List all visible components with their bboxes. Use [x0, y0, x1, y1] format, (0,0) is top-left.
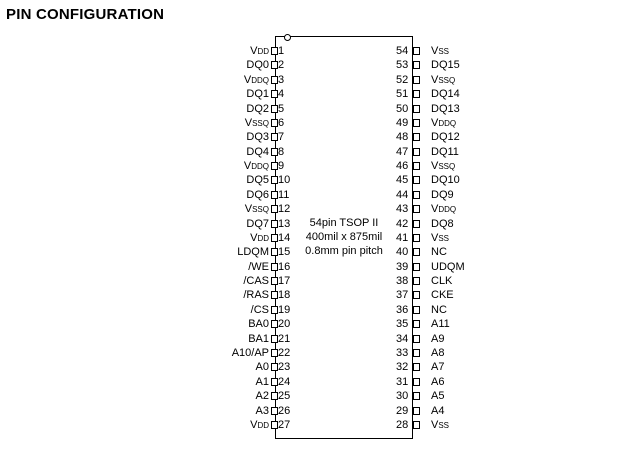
pin-lead-icon	[271, 205, 278, 213]
pin-name: VSSQ	[244, 203, 269, 216]
pin-lead-icon	[413, 47, 420, 55]
pin-28	[396, 418, 496, 432]
pin-53	[396, 58, 496, 72]
pin-name: VSS	[431, 231, 450, 244]
pin-name: UDQM	[431, 260, 465, 273]
pin-1	[200, 44, 291, 58]
pin-number: 5	[278, 102, 285, 115]
pin-lead-icon	[413, 220, 420, 228]
pin-46	[396, 159, 496, 173]
pin-number: 27	[278, 418, 291, 431]
pin-number: 35	[396, 318, 409, 331]
pin-23	[200, 360, 291, 374]
pin-name: DQ0	[246, 59, 269, 72]
pin-lead-icon	[271, 220, 278, 228]
pin-lead-icon	[413, 148, 420, 156]
pin-lead-icon	[413, 291, 420, 299]
page-title: PIN CONFIGURATION	[6, 6, 165, 23]
pin-name: /WE	[248, 260, 269, 273]
pin-lead-icon	[413, 234, 420, 242]
pin-lead-icon	[271, 191, 278, 199]
pin-30	[396, 389, 496, 403]
pin-lead-icon	[271, 421, 278, 429]
pin-27	[200, 418, 291, 432]
pin-lead-icon	[413, 392, 420, 400]
pin-name: A11	[431, 318, 450, 331]
pin-49	[396, 116, 496, 130]
pin-18	[200, 288, 291, 302]
pin-lead-icon	[271, 291, 278, 299]
pin-6	[200, 116, 291, 130]
pin-39	[396, 260, 496, 274]
pin-lead-icon	[413, 363, 420, 371]
pin-number: 13	[278, 217, 291, 230]
pin-lead-icon	[271, 90, 278, 98]
pin-lead-icon	[271, 277, 278, 285]
pin-name: DQ3	[246, 131, 269, 144]
pin-number: 37	[396, 289, 409, 302]
pin-number: 51	[396, 88, 409, 101]
pin-lead-icon	[413, 248, 420, 256]
pin-21	[200, 332, 291, 346]
pin-name: A3	[255, 404, 269, 417]
pin-name: DQ7	[246, 217, 269, 230]
pin-number: 29	[396, 404, 409, 417]
pin-number: 30	[396, 390, 409, 403]
pin-number: 39	[396, 260, 409, 273]
pin-name: DQ12	[431, 131, 460, 144]
pin-name: A2	[255, 390, 269, 403]
pin-number: 15	[278, 246, 291, 259]
pin-lead-icon	[271, 363, 278, 371]
pin-name: /CAS	[243, 275, 269, 288]
pin1-marker-icon	[284, 34, 291, 41]
pin-number: 50	[396, 102, 409, 115]
pin-lead-icon	[271, 234, 278, 242]
pin-lead-icon	[271, 407, 278, 415]
pin-number: 47	[396, 145, 409, 158]
pin-name: /RAS	[243, 289, 269, 302]
pin-number: 19	[278, 303, 291, 316]
pin-name: NC	[431, 303, 447, 316]
pin-54	[396, 44, 496, 58]
pin-lead-icon	[271, 133, 278, 141]
pin-number: 1	[278, 45, 285, 57]
pin-name: A1	[255, 375, 269, 388]
pin-name: DQ9	[431, 188, 454, 201]
pin-lead-icon	[413, 90, 420, 98]
pin-48	[396, 130, 496, 144]
pin-lead-icon	[271, 105, 278, 113]
pin-lead-icon	[271, 76, 278, 84]
pin-name: NC	[431, 246, 447, 259]
pin-36	[396, 303, 496, 317]
pin-lead-icon	[271, 335, 278, 343]
pin-42	[396, 217, 496, 231]
pin-3	[200, 73, 291, 87]
pin-17	[200, 274, 291, 288]
pin-lead-icon	[271, 320, 278, 328]
pin-name: VSSQ	[431, 160, 456, 173]
pin-lead-icon	[413, 277, 420, 285]
pin-name: DQ5	[246, 174, 269, 187]
pin-name: DQ11	[431, 145, 459, 158]
pin-number: 20	[278, 318, 291, 331]
pin-number: 24	[278, 375, 291, 388]
pin-name: VDD	[250, 418, 269, 431]
pin-number: 12	[278, 203, 291, 216]
pin-19	[200, 303, 291, 317]
pin-lead-icon	[271, 61, 278, 69]
pin-name: DQ10	[431, 174, 460, 187]
pin-number: 6	[278, 116, 285, 129]
pin-name: VDDQ	[431, 116, 457, 129]
pin-12	[200, 202, 291, 216]
pin-name: DQ1	[246, 88, 269, 101]
pin-51	[396, 87, 496, 101]
pin-number: 8	[278, 145, 285, 158]
pin-26	[200, 404, 291, 418]
pin-number: 42	[396, 217, 409, 230]
pin-number: 26	[278, 404, 291, 417]
pin-lead-icon	[413, 407, 420, 415]
pin-name: DQ2	[246, 102, 269, 115]
pin-number: 48	[396, 131, 409, 144]
pin-41	[396, 231, 496, 245]
pin-52	[396, 73, 496, 87]
pin-number: 49	[396, 116, 409, 129]
pin-lead-icon	[413, 378, 420, 386]
pin-number: 31	[396, 375, 409, 388]
pin-lead-icon	[413, 76, 420, 84]
pin-name: VSSQ	[244, 116, 269, 129]
pin-name: DQ13	[431, 102, 460, 115]
pin-15	[200, 245, 291, 259]
pin-22	[200, 346, 291, 360]
pin-lead-icon	[413, 105, 420, 113]
pin-name: CKE	[431, 289, 454, 302]
pin-lead-icon	[413, 421, 420, 429]
pin-lead-icon	[271, 148, 278, 156]
pin-name: DQ4	[246, 145, 269, 158]
pin-number: 21	[278, 332, 291, 345]
pin-number: 25	[278, 390, 291, 403]
pin-lead-icon	[413, 162, 420, 170]
pin-lead-icon	[271, 119, 278, 127]
pin-50	[396, 102, 496, 116]
pin-name: A0	[255, 361, 269, 374]
pin-38	[396, 274, 496, 288]
pin-number: 38	[396, 275, 409, 288]
pin-name: DQ6	[246, 188, 269, 201]
pin-number: 46	[396, 160, 409, 173]
pin-number: 43	[396, 203, 409, 216]
pin-number: 23	[278, 361, 291, 374]
pin-name: DQ14	[431, 88, 460, 101]
pin-13	[200, 217, 291, 231]
pin-number: 32	[396, 361, 409, 374]
pin-name: A9	[431, 332, 445, 345]
pin-20	[200, 317, 291, 331]
pin-lead-icon	[271, 392, 278, 400]
pin-lead-icon	[413, 306, 420, 314]
pin-45	[396, 173, 496, 187]
pin-name: VDDQ	[243, 73, 269, 86]
pin-number: 44	[396, 188, 409, 201]
pin-number: 11	[278, 188, 290, 201]
pin-name: BA0	[248, 318, 269, 331]
pin-lead-icon	[271, 176, 278, 184]
pin-10	[200, 173, 291, 187]
pin-43	[396, 202, 496, 216]
pin-34	[396, 332, 496, 346]
pin-name: VDDQ	[243, 160, 269, 173]
pin-lead-icon	[413, 263, 420, 271]
pin-number: 9	[278, 160, 285, 173]
pin-name: VDD	[250, 231, 269, 244]
pin-name: LDQM	[237, 246, 269, 259]
pin-name: VSS	[431, 418, 450, 431]
pin-number: 33	[396, 346, 409, 359]
pin-47	[396, 145, 496, 159]
pin-2	[200, 58, 291, 72]
pin-number: 54	[396, 45, 409, 57]
pin-4	[200, 87, 291, 101]
pin-44	[396, 188, 496, 202]
pin-lead-icon	[271, 162, 278, 170]
pin-lead-icon	[413, 320, 420, 328]
pin-9	[200, 159, 291, 173]
pin-14	[200, 231, 291, 245]
pin-lead-icon	[413, 205, 420, 213]
pin-35	[396, 317, 496, 331]
pin-11	[200, 188, 291, 202]
pin-number: 16	[278, 260, 291, 273]
pin-name: A10/AP	[231, 346, 269, 359]
pin-number: 53	[396, 59, 409, 72]
pin-name: DQ15	[431, 59, 460, 72]
pin-number: 36	[396, 303, 409, 316]
pin-number: 3	[278, 73, 285, 86]
pin-number: 45	[396, 174, 409, 187]
pin-lead-icon	[413, 61, 420, 69]
pin-lead-icon	[271, 378, 278, 386]
pin-lead-icon	[271, 263, 278, 271]
pin-lead-icon	[413, 176, 420, 184]
pin-29	[396, 404, 496, 418]
pin-number: 40	[396, 246, 409, 259]
pin-number: 7	[278, 131, 285, 144]
pin-37	[396, 288, 496, 302]
pin-number: 28	[396, 418, 409, 431]
pin-name: A6	[431, 375, 445, 388]
pin-number: 22	[278, 346, 291, 359]
pin-name: VDDQ	[431, 203, 457, 216]
pin-33	[396, 346, 496, 360]
pin-5	[200, 102, 291, 116]
pin-lead-icon	[271, 248, 278, 256]
pin-8	[200, 145, 291, 159]
pin-number: 18	[278, 289, 291, 302]
pin-25	[200, 389, 291, 403]
pin-lead-icon	[271, 306, 278, 314]
pin-lead-icon	[413, 335, 420, 343]
pin-lead-icon	[413, 191, 420, 199]
pin-name: VSSQ	[431, 73, 456, 86]
pin-number: 10	[278, 174, 291, 187]
pin-24	[200, 375, 291, 389]
pin-16	[200, 260, 291, 274]
pin-number: 4	[278, 88, 285, 101]
pin-7	[200, 130, 291, 144]
package-type-label: 54pin TSOP II	[309, 217, 379, 229]
pin-lead-icon	[413, 133, 420, 141]
pin-name: VSS	[431, 45, 450, 57]
package-pitch-label: 0.8mm pin pitch	[305, 245, 383, 257]
pin-lead-icon	[413, 119, 420, 127]
pin-lead-icon	[271, 47, 278, 55]
pin-name: VDD	[250, 45, 269, 57]
pin-number: 17	[278, 275, 291, 288]
pin-name: A7	[431, 361, 445, 374]
pin-40	[396, 245, 496, 259]
pin-name: CLK	[431, 275, 453, 288]
pin-name: A5	[431, 390, 445, 403]
pin-name: BA1	[248, 332, 269, 345]
package-size-label: 400mil x 875mil	[305, 231, 383, 243]
pin-number: 34	[396, 332, 409, 345]
pin-lead-icon	[413, 349, 420, 357]
pin-32	[396, 360, 496, 374]
pin-name: A4	[431, 404, 445, 417]
pin-name: /CS	[250, 303, 269, 316]
pin-name: A8	[431, 346, 445, 359]
pin-number: 52	[396, 73, 409, 86]
pin-name: DQ8	[431, 217, 454, 230]
pin-number: 2	[278, 59, 285, 72]
pin-lead-icon	[271, 349, 278, 357]
pin-31	[396, 375, 496, 389]
pin-number: 14	[278, 231, 291, 244]
pin-number: 41	[396, 231, 409, 244]
